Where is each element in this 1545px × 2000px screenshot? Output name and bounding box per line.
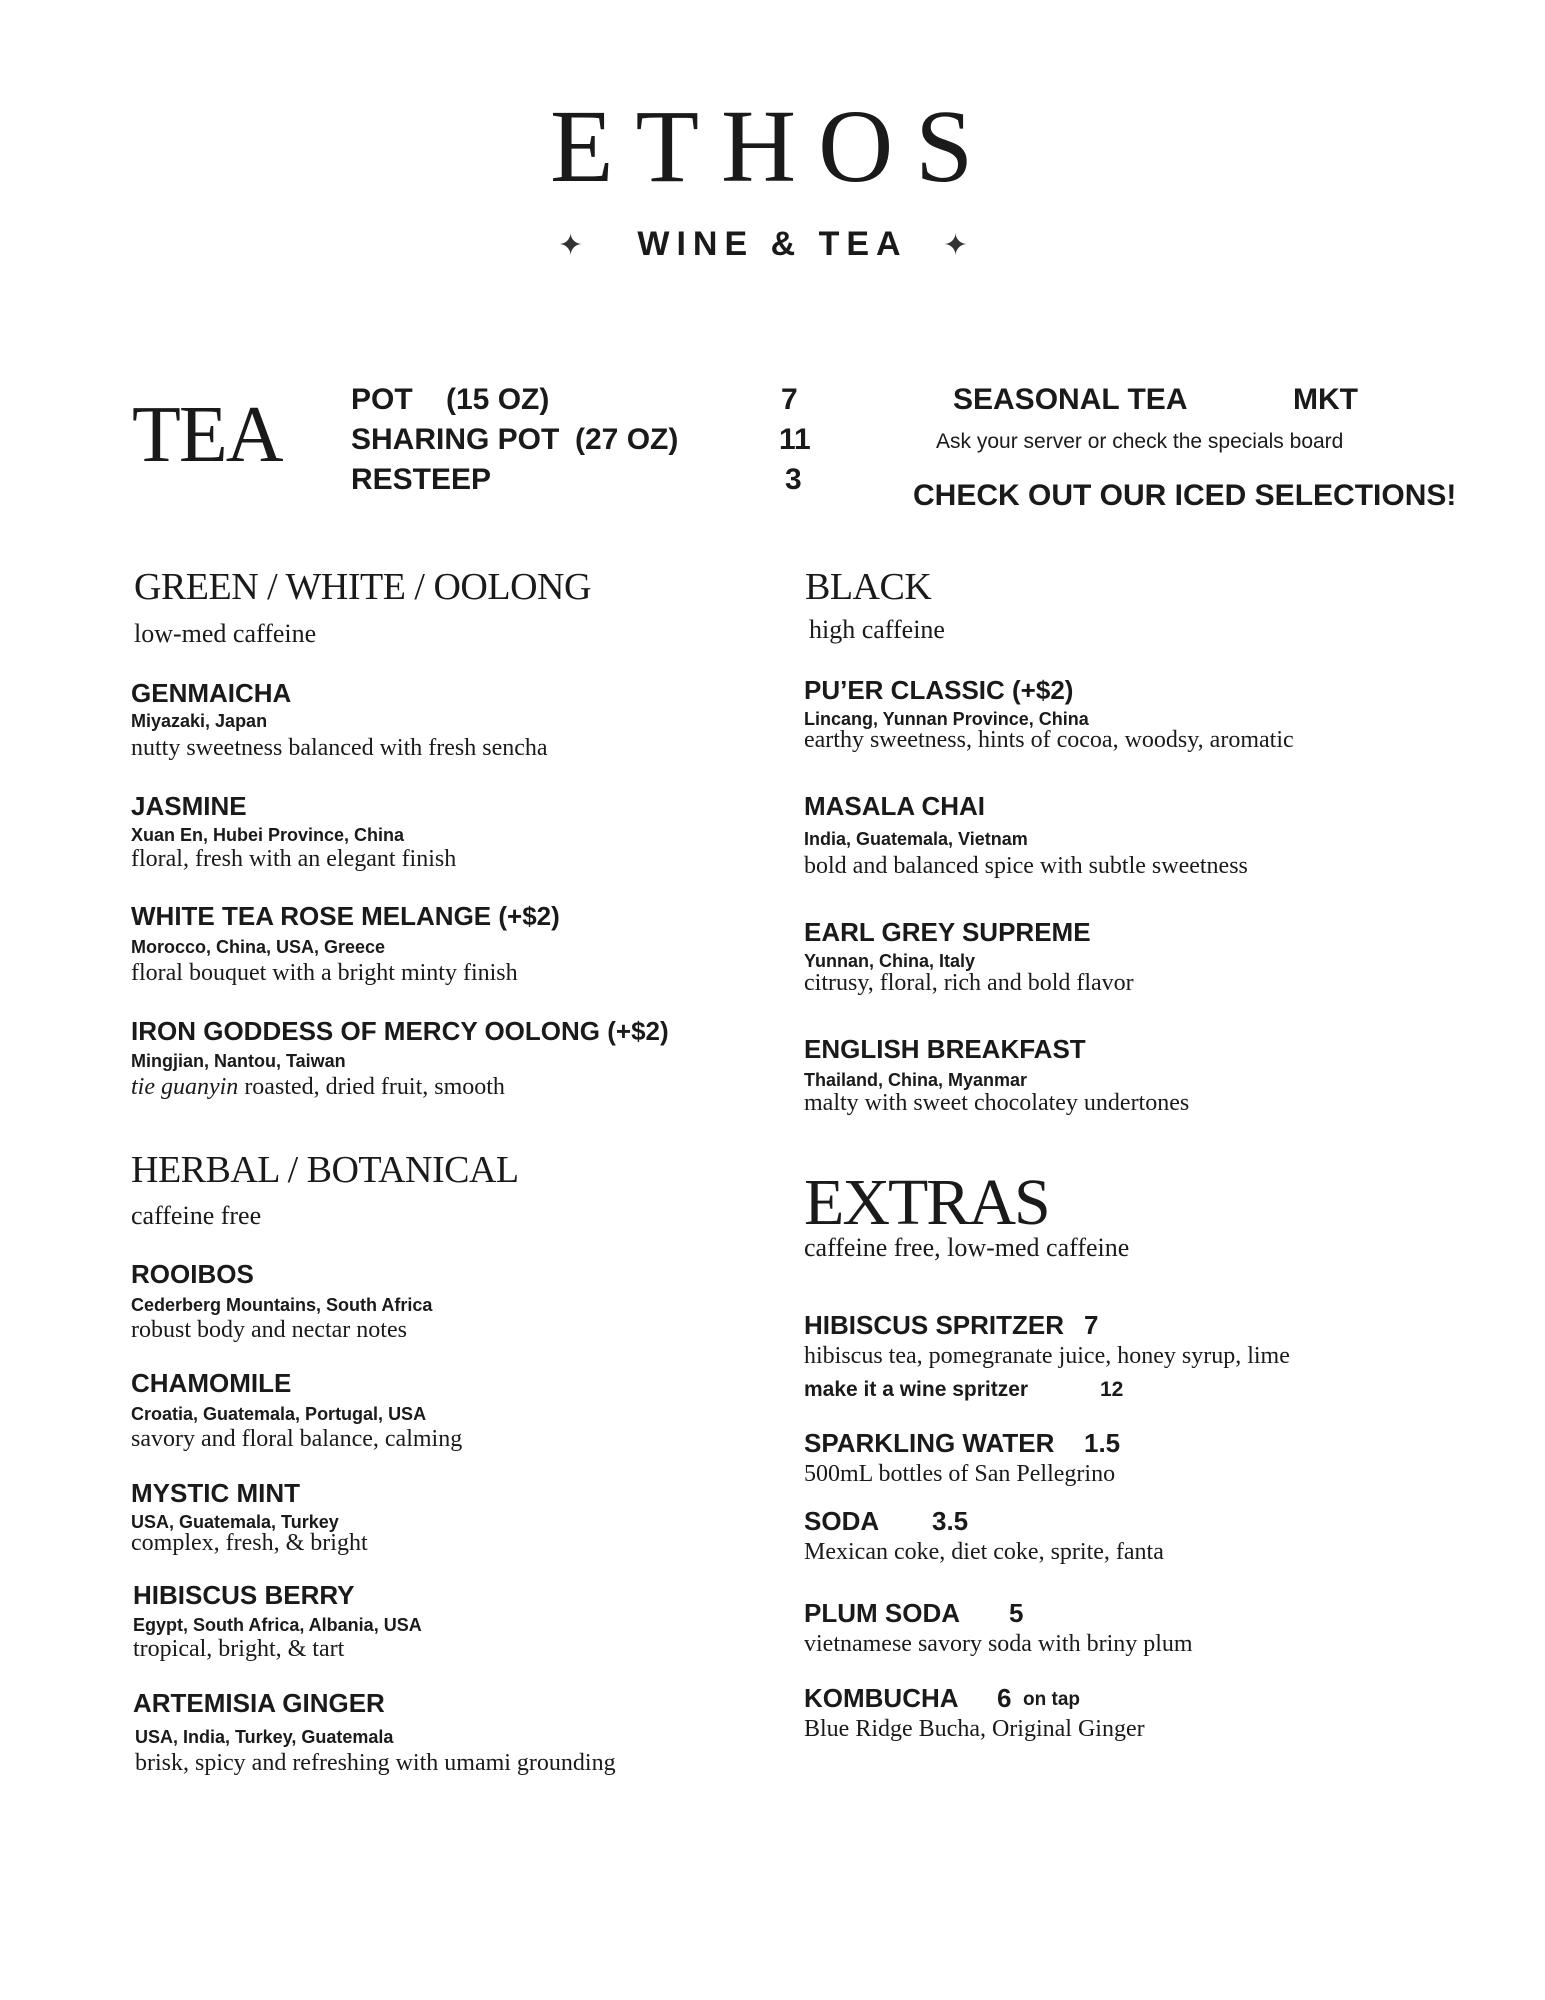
menu-item-name: MYSTIC MINT — [131, 1478, 300, 1508]
brand-tagline: WINE & TEA — [637, 225, 908, 263]
section-subtitle: high caffeine — [809, 615, 945, 644]
menu-item-description: savory and floral balance, calming — [131, 1426, 463, 1452]
menu-item-description: robust body and nectar notes — [131, 1317, 407, 1343]
menu-item-origin: Egypt, South Africa, Albania, USA — [133, 1615, 422, 1635]
menu-item-description: citrusy, floral, rich and bold flavor — [804, 970, 1134, 996]
menu-item-description: Blue Ridge Bucha, Original Ginger — [804, 1716, 1145, 1742]
wine-spritzer-price: 12 — [1100, 1378, 1124, 1401]
menu-item-name: HIBISCUS BERRY — [133, 1580, 355, 1610]
menu-item-price: 1.5 — [1084, 1428, 1121, 1458]
price-row-size: (27 OZ) — [575, 423, 679, 456]
menu-item-name: IRON GODDESS OF MERCY OOLONG (+$2) — [131, 1016, 669, 1046]
menu-item-origin: USA, India, Turkey, Guatemala — [135, 1727, 394, 1747]
menu-item-name: JASMINE — [131, 791, 247, 821]
price-row-label: RESTEEP — [351, 463, 492, 496]
menu-item-origin: Xuan En, Hubei Province, China — [131, 825, 405, 845]
iced-callout: CHECK OUT OUR ICED SELECTIONS! — [913, 479, 1457, 512]
menu-item-description: malty with sweet chocolatey undertones — [804, 1090, 1190, 1116]
tea-title: TEA — [132, 391, 282, 479]
menu-item-description: Mexican coke, diet coke, sprite, fanta — [804, 1539, 1164, 1565]
menu-item-name: PU’ER CLASSIC (+$2) — [804, 675, 1074, 705]
menu-item-origin: Croatia, Guatemala, Portugal, USA — [131, 1404, 427, 1424]
menu-item-name: ENGLISH BREAKFAST — [804, 1034, 1086, 1064]
menu-item-origin: Mingjian, Nantou, Taiwan — [131, 1051, 346, 1071]
menu-item-origin: Miyazaki, Japan — [131, 711, 268, 731]
menu-item-description: tropical, bright, & tart — [133, 1636, 345, 1662]
menu-item-origin: Cederberg Mountains, South Africa — [131, 1295, 433, 1315]
menu-item-description: bold and balanced spice with subtle sweetness — [804, 853, 1248, 879]
menu-item-name: MASALA CHAI — [804, 791, 986, 821]
menu-item-description: hibiscus tea, pomegranate juice, honey syrup, lime — [804, 1343, 1290, 1369]
menu-item-description: 500mL bottles of San Pellegrino — [804, 1461, 1116, 1487]
menu-item-description-rest: roasted, dried fruit, smooth — [238, 1074, 505, 1100]
price-row-label: POT — [351, 383, 413, 416]
menu-item-price: 3.5 — [932, 1506, 969, 1536]
menu-item-name: SODA — [804, 1506, 880, 1536]
menu-item-origin: Thailand, China, Myanmar — [804, 1070, 1028, 1090]
sparkle-icon: ✦ — [943, 229, 969, 262]
sparkle-icon: ✦ — [558, 229, 584, 262]
menu-item-description — [131, 1074, 505, 1101]
price-row-label: SHARING POT — [351, 423, 560, 456]
price-row-price: 3 — [785, 463, 802, 496]
menu-item-description: floral bouquet with a bright minty finish — [131, 960, 518, 986]
menu-item-origin: India, Guatemala, Vietnam — [804, 829, 1028, 849]
section-title-extras: EXTRAS — [804, 1166, 1049, 1239]
menu-item-description: vietnamese savory soda with briny plum — [804, 1631, 1193, 1657]
brand-logo: ETHOS — [549, 89, 996, 204]
menu-item-name: SPARKLING WATER — [804, 1428, 1055, 1458]
menu-item-price: 5 — [1009, 1598, 1024, 1628]
menu-item-description: brisk, spicy and refreshing with umami grounding — [135, 1750, 616, 1776]
menu-item-origin: Morocco, China, USA, Greece — [131, 937, 386, 957]
menu-item-name: EARL GREY SUPREME — [804, 917, 1091, 947]
menu-item-name: PLUM SODA — [804, 1598, 960, 1628]
menu-item-description: complex, fresh, & bright — [131, 1530, 368, 1556]
on-tap-note: on tap — [1023, 1689, 1080, 1710]
menu-item-origin: Yunnan, China, Italy — [804, 951, 976, 971]
section-title-black: BLACK — [805, 566, 932, 608]
seasonal-note: Ask your server or check the specials board — [936, 430, 1344, 453]
section-subtitle: low-med caffeine — [134, 619, 317, 648]
price-row-price: 7 — [781, 383, 798, 416]
menu-item-name: KOMBUCHA — [804, 1683, 959, 1713]
seasonal-tea-label: SEASONAL TEA — [953, 383, 1188, 416]
menu-item-name: GENMAICHA — [131, 678, 292, 708]
menu-item-description: earthy sweetness, hints of cocoa, woodsy, aromatic — [804, 727, 1294, 753]
menu-item-origin: Lincang, Yunnan Province, China — [804, 709, 1089, 729]
menu-item-name: CHAMOMILE — [131, 1368, 292, 1398]
section-title-herbal-botanical: HERBAL / BOTANICAL — [131, 1149, 519, 1191]
section-subtitle: caffeine free — [131, 1201, 262, 1230]
menu-item-price: 7 — [1084, 1310, 1099, 1340]
menu-item-description: floral, fresh with an elegant finish — [131, 846, 457, 872]
section-title-green-white-oolong: GREEN / WHITE / OOLONG — [134, 566, 591, 608]
menu-item-name: ARTEMISIA GINGER — [133, 1688, 385, 1718]
menu-item-name: ROOIBOS — [131, 1259, 254, 1289]
menu-item-name: HIBISCUS SPRITZER — [804, 1310, 1065, 1340]
section-subtitle: caffeine free, low-med caffeine — [804, 1233, 1130, 1262]
menu-item-price: 6 — [997, 1683, 1012, 1713]
seasonal-tea-price: MKT — [1293, 383, 1358, 416]
wine-spritzer-option: make it a wine spritzer — [804, 1378, 1029, 1401]
price-row-price: 11 — [779, 423, 811, 456]
price-row-size: (15 OZ) — [446, 383, 550, 416]
menu-item-origin: USA, Guatemala, Turkey — [131, 1512, 339, 1532]
menu-item-description: nutty sweetness balanced with fresh sencha — [131, 735, 548, 761]
tea-name-emphasis: tie guanyin — [131, 1074, 239, 1100]
menu-item-name: WHITE TEA ROSE MELANGE (+$2) — [131, 901, 560, 931]
